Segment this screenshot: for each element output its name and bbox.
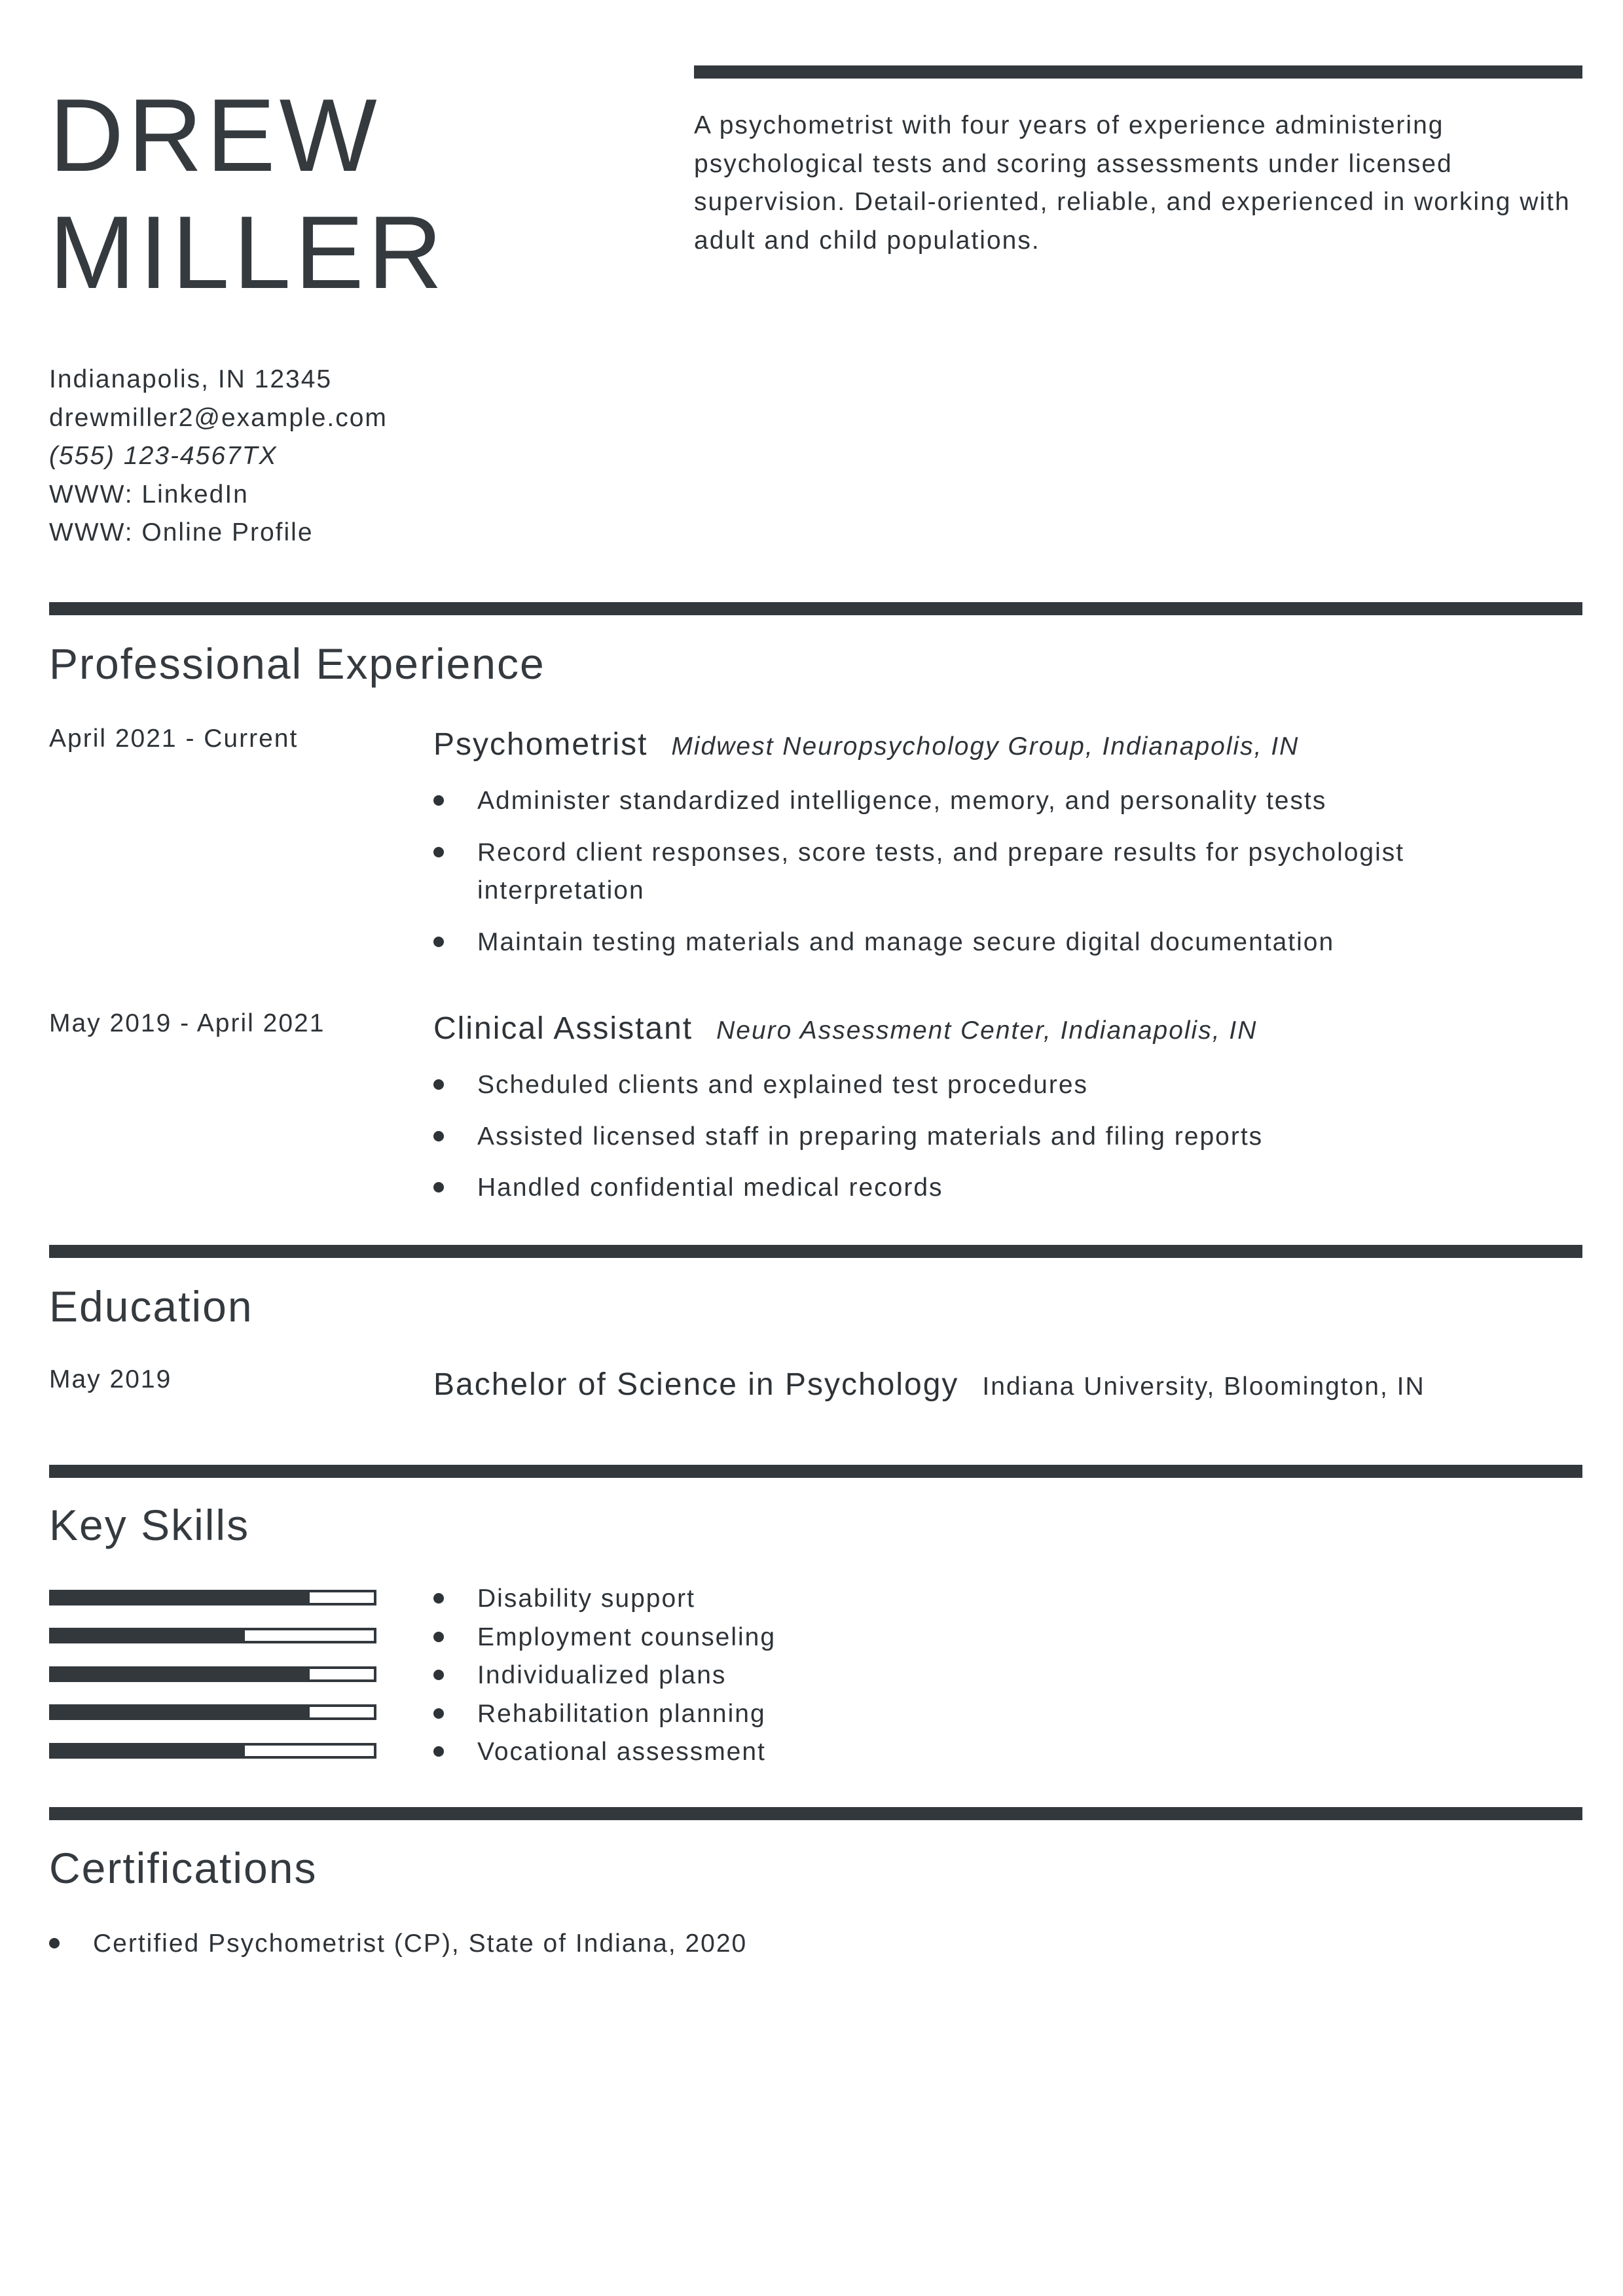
- education-rule: [49, 1245, 1582, 1258]
- bullet-icon: [433, 937, 444, 947]
- list-item: Rehabilitation planning: [433, 1695, 1546, 1734]
- skill-bar-fill: [52, 1707, 310, 1717]
- header-rule: [694, 65, 1582, 79]
- list-item: Certified Psychometrist (CP), State of Indiana, 2020: [49, 1925, 1162, 1964]
- contact-linkedin[interactable]: WWW: LinkedIn: [49, 480, 249, 509]
- job-role: Psychometrist: [433, 727, 648, 762]
- education-title: Education: [49, 1282, 253, 1331]
- list-item: Vocational assessment: [433, 1733, 1546, 1772]
- list-item: Employment counseling: [433, 1619, 1546, 1657]
- job-bullets: [433, 782, 1546, 961]
- job-org: Neuro Assessment Center, Indianapolis, IN: [716, 1016, 1258, 1045]
- skills-list: [433, 1580, 1546, 1772]
- education-heading: [433, 1369, 1425, 1401]
- bullet-icon: [433, 795, 444, 806]
- skill-bar-fill: [52, 1746, 245, 1756]
- list-item: Handled confidential medical records: [433, 1169, 1546, 1208]
- certifications-list: [49, 1925, 1162, 1964]
- contact-address: Indianapolis, IN 12345: [49, 365, 333, 393]
- bullet-icon: [433, 1670, 444, 1680]
- first-name: DREW: [49, 78, 381, 193]
- skills-rule: [49, 1465, 1582, 1478]
- job-dates: April 2021 - Current: [49, 725, 299, 753]
- list-item: Scheduled clients and explained test procedures: [433, 1066, 1546, 1105]
- bullet-icon: [433, 1632, 444, 1642]
- certifications-title: Certifications: [49, 1844, 318, 1892]
- job-role: Clinical Assistant: [433, 1011, 693, 1046]
- bullet-icon: [433, 1131, 444, 1141]
- contact-block: [49, 361, 388, 552]
- job-heading: [433, 729, 1299, 761]
- skill-bar: [49, 1628, 376, 1643]
- skill-bar: [49, 1704, 376, 1720]
- job-dates: May 2019 - April 2021: [49, 1009, 325, 1037]
- bullet-icon: [433, 847, 444, 857]
- job-bullets: [433, 1066, 1546, 1208]
- bullet-icon: [433, 1182, 444, 1193]
- job-org: Midwest Neuropsychology Group, Indianapolis, IN: [671, 732, 1300, 761]
- bullet-icon: [433, 1746, 444, 1757]
- experience-title: Professional Experience: [49, 639, 545, 688]
- last-name: MILLER: [49, 195, 447, 310]
- bullet-icon: [433, 1593, 444, 1604]
- bullet-icon: [433, 1079, 444, 1090]
- job-heading: [433, 1013, 1257, 1045]
- list-item: Assisted licensed staff in preparing materials and filing reports: [433, 1118, 1546, 1157]
- education-school: Indiana University, Bloomington, IN: [982, 1372, 1425, 1401]
- skills-title: Key Skills: [49, 1501, 250, 1549]
- list-item: Individualized plans: [433, 1657, 1546, 1695]
- list-item: Maintain testing materials and manage secure digital documentation: [433, 924, 1546, 962]
- certifications-rule: [49, 1807, 1582, 1820]
- education-date: May 2019: [49, 1365, 172, 1393]
- bullet-icon: [433, 1708, 444, 1719]
- skill-bar-fill: [52, 1630, 245, 1641]
- list-item: Administer standardized intelligence, memory, and personality tests: [433, 782, 1546, 821]
- list-item: Disability support: [433, 1580, 1546, 1619]
- list-item: Record client responses, score tests, and prepare results for psychologist interpretation: [433, 834, 1546, 910]
- skill-bar: [49, 1743, 376, 1759]
- education-degree: Bachelor of Science in Psychology: [433, 1367, 959, 1402]
- experience-rule: [49, 602, 1582, 615]
- contact-profile[interactable]: WWW: Online Profile: [49, 518, 314, 547]
- skill-bar-fill: [52, 1592, 310, 1603]
- summary-text: A psychometrist with four years of experience administering psychological tests and scoring assessments under licensed supervision. Detail-oriented, reliable, and experienced in working with adult and child populations.: [694, 111, 1571, 255]
- skill-bar-fill: [52, 1669, 310, 1679]
- skill-bar: [49, 1666, 376, 1682]
- contact-email[interactable]: drewmiller2@example.com: [49, 403, 388, 432]
- skill-bar: [49, 1590, 376, 1605]
- contact-phone: (555) 123-4567TX: [49, 442, 278, 471]
- bullet-icon: [49, 1938, 60, 1948]
